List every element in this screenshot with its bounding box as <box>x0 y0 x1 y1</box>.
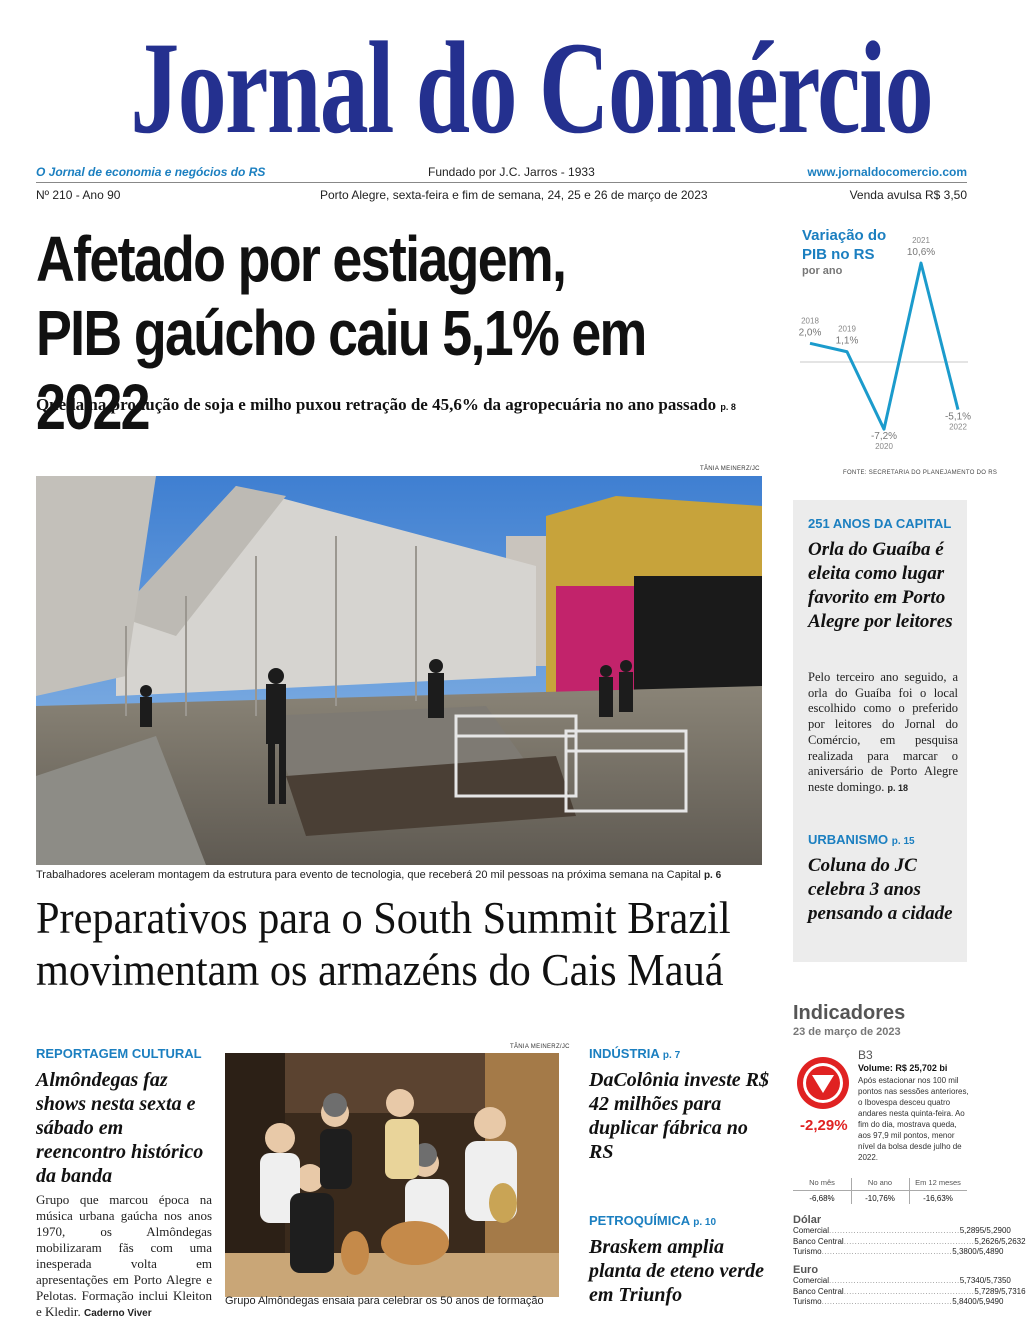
petroquimica-kicker <box>589 1213 716 1228</box>
euro-row: Turismo ................................................ 5,8400/5,9490 <box>793 1297 1004 1306</box>
chart-year-label: 2022 <box>949 422 967 432</box>
cultural-kicker: REPORTAGEM CULTURAL <box>36 1046 202 1061</box>
period-value: -10,76% <box>865 1194 895 1203</box>
story-headline-line2: movimentam os armazéns do Cais Mauá <box>36 944 724 995</box>
chart-value-label: -5,1% <box>944 411 972 423</box>
down-arrow-icon <box>797 1057 849 1109</box>
chart-year-label: 2020 <box>875 442 893 452</box>
chart-year-label: 2018 <box>801 316 819 326</box>
cultural-section-ref[interactable]: Caderno Viver <box>84 1308 152 1319</box>
chart-value-label: 1,1% <box>835 335 859 347</box>
chart-year-label: 2019 <box>838 324 856 334</box>
b3-volume: Volume: R$ 25,702 bi <box>858 1063 948 1073</box>
sidebar-headline-coluna[interactable]: Coluna do JC celebra 3 anos pensando a cidade <box>808 855 953 924</box>
industria-kicker-text: INDÚSTRIA <box>589 1046 660 1061</box>
period-month <box>793 1178 851 1204</box>
sidebar-headline-orla[interactable]: Orla do Guaíba é eleita como lugar favorito em Porto Alegre por leitores <box>808 539 953 632</box>
euro-row: Banco Central ................................................ 5,7289/5,7316 <box>793 1286 1026 1296</box>
main-photo-illustration <box>36 476 762 865</box>
chart-value-label: 10,6% <box>906 247 936 259</box>
chart-title: Variação do PIB no RS <box>802 227 887 263</box>
lead-headline[interactable]: Afetado por estiagem, PIB gaúcho caiu 5,1% em 2022 <box>36 223 646 443</box>
b3-summary: Após estacionar nos 100 mil pontos nas sessões anteriores, o Ibovespa desceu quatro andares nesta quinta-feira. Ao fim do dia, mostrava queda, aos 97,9 mil pontos, menor nível da bolsa desde julho de 2022. <box>858 1076 969 1162</box>
period-label: No ano <box>851 1178 909 1191</box>
dolar-title: Dólar <box>793 1214 822 1226</box>
period-value: -6,68% <box>809 1194 835 1203</box>
sidebar-page-ref-urbanismo[interactable]: p. 15 <box>891 836 915 847</box>
sidebar-kicker-urbanismo <box>808 832 915 850</box>
chart-year-label: 2021 <box>912 236 930 246</box>
issue-number: Nº 210 - Ano 90 <box>36 188 121 202</box>
euro-row: Comercial ................................................ 5,7340/5,7350 <box>793 1276 1011 1285</box>
dolar-row: Banco Central ................................................ 5,2626/5,2632 <box>793 1236 1026 1246</box>
b3-label: B3 <box>858 1048 873 1062</box>
dateline: Porto Alegre, sexta-feira e fim de semana, 24, 25 e 26 de março de 2023 <box>320 188 708 202</box>
euro-title: Euro <box>793 1264 819 1276</box>
sidebar-page-ref-orla[interactable]: p. 18 <box>887 782 909 793</box>
band-photo-caption: Grupo Almôndegas ensaia para celebrar os 50 anos de formação <box>225 1295 544 1307</box>
dolar-block <box>793 1214 1026 1258</box>
dolar-row: Turismo ................................................ 5,3800/5,4890 <box>793 1247 1004 1256</box>
lead-deck <box>36 395 816 417</box>
petroquimica-page-ref[interactable]: p. 10 <box>693 1217 717 1228</box>
lead-page-ref[interactable]: p. 8 <box>720 402 736 412</box>
chart-series-line <box>810 263 958 429</box>
petroquimica-headline[interactable]: Braskem amplia planta de eteno verde em Triunfo <box>589 1236 764 1306</box>
petroquimica-kicker-text: PETROQUÍMICA <box>589 1213 690 1228</box>
story-headline-line1: Preparativos para o South Summit Brazil <box>36 892 731 943</box>
sidebar-kicker-capital: 251 ANOS DA CAPITAL <box>808 516 952 531</box>
euro-block <box>793 1264 1026 1308</box>
period-label: No mês <box>793 1178 851 1191</box>
masthead-title: Jornal do Comércio <box>130 14 933 161</box>
period-label: Em 12 meses <box>909 1178 967 1191</box>
website-link[interactable]: www.jornaldocomercio.com <box>807 165 967 179</box>
dolar-row: Comercial ................................................ 5,2895/5,2900 <box>793 1226 1011 1235</box>
sidebar-kicker-urbanismo-text: URBANISMO <box>808 832 889 847</box>
chart-value-label: -7,2% <box>870 431 898 443</box>
industria-headline[interactable]: DaColônia investe R$ 42 milhões para duplicar fábrica no RS <box>589 1069 770 1163</box>
industria-page-ref[interactable]: p. 7 <box>662 1050 681 1061</box>
sidebar-body-orla <box>808 670 958 797</box>
indicators-date: 23 de março de 2023 <box>793 1026 901 1038</box>
founded-line: Fundado por J.C. Jarros - 1933 <box>428 165 595 179</box>
cultural-body-text: Grupo que marcou época na música urbana gaúcha nos anos 1970, os Almôndegas mobilizaram fãs com uma inesperada volta em apresentações em Porto Alegre e Pelotas. Formação inclui Kleiton e Kledir. <box>36 1192 212 1319</box>
chart-source: FONTE: SECRETARIA DO PLANEJAMENTO DO RS <box>843 470 998 476</box>
main-photo-page-ref[interactable]: p. 6 <box>703 870 722 881</box>
lead-deck-text: Queda na produção de soja e milho puxou retração de 45,6% da agropecuária no ano passado <box>36 395 717 414</box>
band-photo-credit: TÂNIA MEINERZ/JC <box>510 1044 570 1050</box>
story-headline[interactable] <box>36 892 735 996</box>
chart-value-label: 2,0% <box>798 327 822 339</box>
period-value: -16,63% <box>923 1194 953 1203</box>
main-photo-caption <box>36 868 796 883</box>
sidebar-body-text: Pelo terceiro ano seguido, a orla do Guaíba foi o local escolhido como o preferido por leitores do Jornal do Comércio, em pesquisa realizada para marcar o aniversário de Porto Alegre neste domingo. <box>808 670 958 794</box>
indicators-title: Indicadores <box>793 1002 906 1024</box>
period-12-months <box>909 1178 967 1204</box>
tagline: O Jornal de economia e negócios do RS <box>36 165 266 179</box>
main-photo-credit: TÂNIA MEINERZ/JC <box>700 466 760 472</box>
cultural-headline[interactable]: Almôndegas faz shows nesta sexta e sábado em reencontro histórico da banda <box>36 1069 204 1187</box>
industria-kicker <box>589 1046 680 1061</box>
price: Venda avulsa R$ 3,50 <box>849 188 967 202</box>
band-photo-illustration <box>225 1053 559 1297</box>
b3-change: -2,29% <box>800 1117 848 1134</box>
band-photo[interactable] <box>225 1053 559 1297</box>
main-photo[interactable] <box>36 476 762 865</box>
period-year <box>851 1178 909 1204</box>
chart-subtitle: por ano <box>802 265 843 277</box>
main-photo-caption-text: Trabalhadores aceleram montagem da estrutura para evento de tecnologia, que receberá 20 mil pessoas na próxima semana na Capital <box>36 869 701 881</box>
masthead-divider <box>36 182 967 183</box>
cultural-body <box>36 1192 212 1322</box>
